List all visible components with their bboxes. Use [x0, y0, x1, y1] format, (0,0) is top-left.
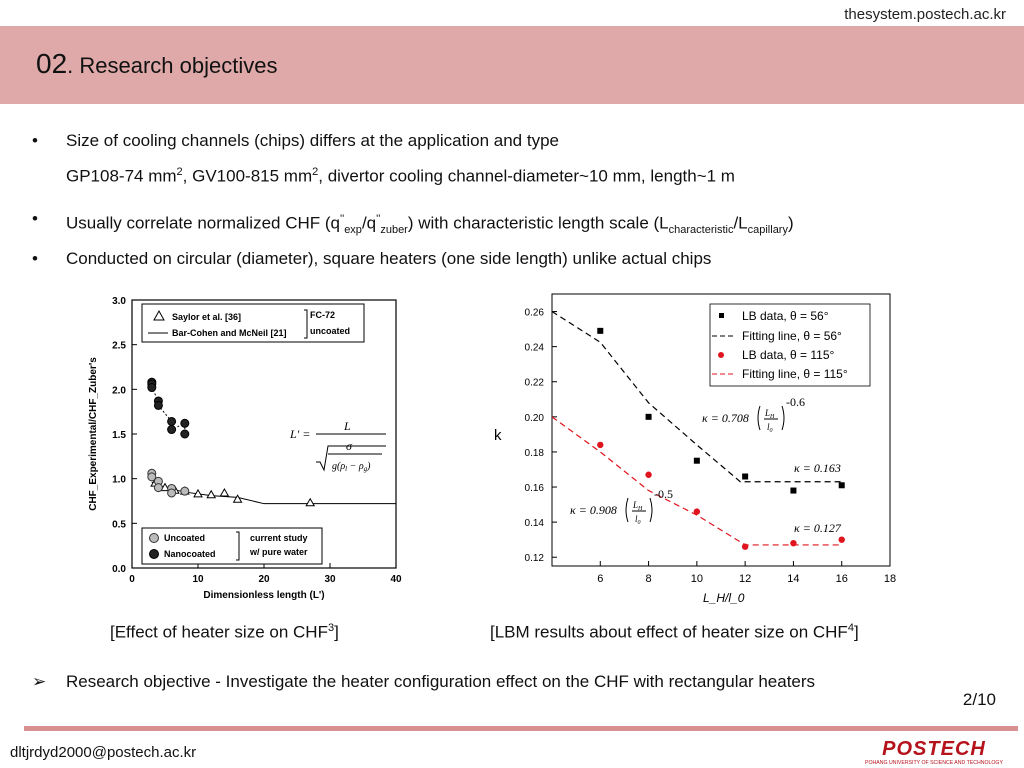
- sup: 2: [176, 166, 183, 178]
- frac-sub: 0: [769, 428, 773, 434]
- x-tick-label: 16: [835, 573, 848, 585]
- lb56-point: [742, 474, 748, 480]
- nanocoated-point: [181, 419, 189, 427]
- k-axis-label: k: [494, 427, 502, 444]
- legend-label: Saylor et al. [36]: [172, 312, 242, 322]
- y-tick-label: 0.20: [524, 412, 544, 424]
- formula-lhs: L' =: [290, 427, 311, 441]
- lb56-point: [646, 414, 652, 420]
- ann-exp: -0.6: [786, 395, 805, 409]
- page-number: 2/10: [962, 690, 996, 709]
- legend-label: Nanocoated: [164, 549, 216, 559]
- title-text: . Research objectives: [67, 53, 278, 78]
- fit-annotation: [570, 487, 673, 526]
- figure-caption-right: [490, 622, 859, 643]
- formula-num: L: [344, 419, 351, 433]
- frac-sub: 0: [637, 520, 641, 526]
- sub-text: , divertor cooling channel-diameter~10 mm, length~1 m: [318, 166, 735, 186]
- legend-label: FC-72: [310, 310, 336, 320]
- cap-text: ]: [853, 622, 859, 642]
- chf-vs-length-chart: [84, 290, 414, 610]
- x-tick-label: 0: [129, 574, 135, 585]
- lb115-point: [597, 442, 603, 448]
- frac-sub: H: [770, 414, 775, 420]
- bullet-dot-icon: •: [32, 131, 38, 150]
- y-tick-label: 0.24: [524, 342, 544, 354]
- lb56-point: [694, 458, 700, 464]
- y-tick-label: 0.5: [112, 519, 126, 531]
- triangle-point: [306, 499, 314, 506]
- lb56-point: [597, 328, 603, 334]
- x-tick-label: 30: [324, 574, 336, 585]
- y-tick-label: 0.18: [524, 447, 544, 459]
- title-number: 02: [36, 48, 68, 79]
- bullet-item: [32, 246, 711, 272]
- objective-text: Research objective - Investigate the heater configuration effect on the CHF with rectangular heaters: [66, 672, 816, 691]
- legend-label: LB data, θ = 56°: [742, 309, 829, 323]
- fit-annotation: [702, 395, 805, 434]
- slide-title: [36, 48, 277, 80]
- frac-den: l: [635, 514, 638, 524]
- x-tick-label: 10: [690, 573, 703, 585]
- sub: zuber: [380, 224, 408, 237]
- bullet-dot-icon: •: [32, 209, 38, 228]
- lb115-point: [742, 543, 748, 549]
- legend-label: LB data, θ = 115°: [742, 348, 835, 362]
- sup: 3: [327, 622, 335, 634]
- svg-text:l0: [767, 422, 773, 434]
- bullet-item: [32, 206, 794, 243]
- y-tick-label: 0.22: [524, 377, 544, 389]
- triangle-point: [234, 495, 242, 502]
- sub: characteristic: [668, 224, 734, 237]
- triangle-point: [207, 491, 215, 498]
- triangle-point: [220, 489, 228, 496]
- svg-text:g(ρl − ρg): [332, 461, 371, 473]
- bullet-subline: [66, 166, 735, 187]
- frac-sub: H: [638, 506, 643, 512]
- formula-den-mid: − ρ: [347, 461, 364, 472]
- lb115-point: [839, 536, 845, 542]
- svg-text:LH: [764, 408, 775, 420]
- sub: exp: [344, 224, 362, 237]
- t: ) with characteristic length scale (L: [407, 213, 669, 233]
- y-tick-label: 3.0: [112, 296, 126, 307]
- author-email: dltjrdyd2000@postech.ac.kr: [10, 744, 197, 761]
- legend-label: Bar-Cohen and McNeil [21]: [172, 328, 287, 338]
- sub-text: GP108-74 mm: [66, 166, 177, 186]
- y-tick-label: 0.14: [524, 518, 544, 530]
- fit-annotation: κ = 0.163: [794, 461, 841, 475]
- legend-label: Uncoated: [164, 533, 206, 543]
- ann-text: κ = 0.708: [702, 411, 749, 425]
- y-tick-label: 1.0: [112, 474, 126, 486]
- svg-text:l0: [635, 514, 641, 526]
- nanocoated-point: [154, 401, 162, 409]
- t: /L: [733, 213, 748, 233]
- lb56-point: [790, 488, 796, 494]
- sup: 4: [847, 622, 854, 634]
- black-circle-marker-icon: [150, 550, 159, 559]
- formula-sigma: σ: [346, 439, 352, 453]
- y-tick-label: 2.5: [112, 340, 126, 352]
- length-formula: [289, 419, 386, 473]
- logo-text: POSTECH: [882, 738, 986, 760]
- fit-annotation: κ = 0.127: [794, 521, 841, 535]
- x-tick-label: 6: [597, 573, 604, 585]
- nanocoated-point: [168, 417, 176, 425]
- lb115-point: [790, 540, 796, 546]
- x-tick-label: 8: [645, 573, 652, 585]
- legend-label: Fitting line, θ = 56°: [742, 329, 842, 343]
- y-tick-label: 0.16: [524, 483, 544, 495]
- legend-label: uncoated: [310, 326, 351, 336]
- lbm-k-chart: [488, 290, 908, 610]
- uncoated-point: [168, 489, 176, 497]
- sup: '': [339, 213, 345, 225]
- t: /q: [361, 213, 377, 233]
- gray-circle-marker-icon: [150, 534, 159, 543]
- formula-den: g(ρ: [332, 461, 346, 472]
- lb56-point: [839, 482, 845, 488]
- figure-caption-left: [110, 622, 339, 643]
- footer-divider: [24, 726, 1018, 731]
- x-tick-label: 40: [390, 574, 402, 585]
- legend-label: w/ pure water: [250, 547, 308, 557]
- bullet-text: Conducted on circular (diameter), square heaters (one side length) unlike actual chips: [66, 249, 712, 268]
- x-tick-label: 18: [883, 573, 897, 585]
- t: ): [787, 213, 794, 233]
- site-url: thesystem.postech.ac.kr: [844, 6, 1006, 23]
- frac-num: L: [633, 500, 639, 510]
- sub: capillary: [747, 224, 788, 237]
- x-axis-label: L_H/l_0: [703, 591, 745, 605]
- frac-num: L: [765, 408, 771, 418]
- cap-text: [Effect of heater size on CHF: [110, 622, 328, 642]
- nanocoated-point: [168, 426, 176, 434]
- formula-den-end: ): [367, 461, 371, 472]
- sup: 2: [312, 166, 319, 178]
- formula-den-g: g: [363, 465, 368, 473]
- ann-text: κ = 0.908: [570, 503, 617, 517]
- x-tick-label: 14: [787, 573, 800, 585]
- legend-label: current study: [250, 533, 308, 543]
- cap-text: ]: [334, 622, 339, 642]
- y-axis-label: CHF_Experimental/CHF_Zuber's: [88, 357, 99, 511]
- x-tick-label: 10: [192, 574, 204, 585]
- y-tick-label: 2.0: [112, 385, 126, 397]
- y-tick-label: 0.0: [112, 564, 126, 575]
- arrow-bullet-icon: ➢: [32, 672, 47, 691]
- t: Usually correlate normalized CHF (q: [66, 213, 340, 233]
- y-tick-label: 0.12: [524, 553, 544, 565]
- formula-den-l: l: [345, 465, 348, 473]
- logo-subtext: POHANG UNIVERSITY OF SCIENCE AND TECHNOLOGY: [865, 760, 1003, 766]
- lb115-point: [694, 508, 700, 514]
- sub-text: , GV100-815 mm: [182, 166, 313, 186]
- postech-logo: [850, 738, 1018, 766]
- sup: '': [376, 213, 381, 225]
- research-objective: [32, 672, 815, 692]
- x-tick-label: 20: [258, 574, 270, 585]
- title-bar: [0, 26, 1024, 104]
- bullet-dot-icon: •: [32, 249, 38, 268]
- nanocoated-point: [181, 430, 189, 438]
- ann-exp: -0.5: [654, 487, 673, 501]
- nanocoated-point: [148, 384, 156, 392]
- lb115-point: [645, 472, 651, 478]
- red-circle-marker-icon: [718, 352, 724, 358]
- frac-den: l: [767, 422, 770, 432]
- x-axis-label: Dimensionless length (L'): [203, 590, 325, 601]
- y-tick-label: 1.5: [112, 430, 126, 441]
- legend-label: Fitting line, θ = 115°: [742, 367, 848, 381]
- bullet-text: Size of cooling channels (chips) differs at the application and type: [66, 131, 559, 150]
- black-square-marker-icon: [719, 313, 724, 318]
- x-tick-label: 12: [739, 573, 752, 585]
- bullet-item: [32, 128, 559, 154]
- y-tick-label: 0.26: [524, 307, 544, 319]
- svg-text:LH: [632, 500, 643, 512]
- cap-text: [LBM results about effect of heater size on CHF: [490, 622, 848, 642]
- uncoated-point: [154, 484, 162, 492]
- uncoated-point: [181, 487, 189, 495]
